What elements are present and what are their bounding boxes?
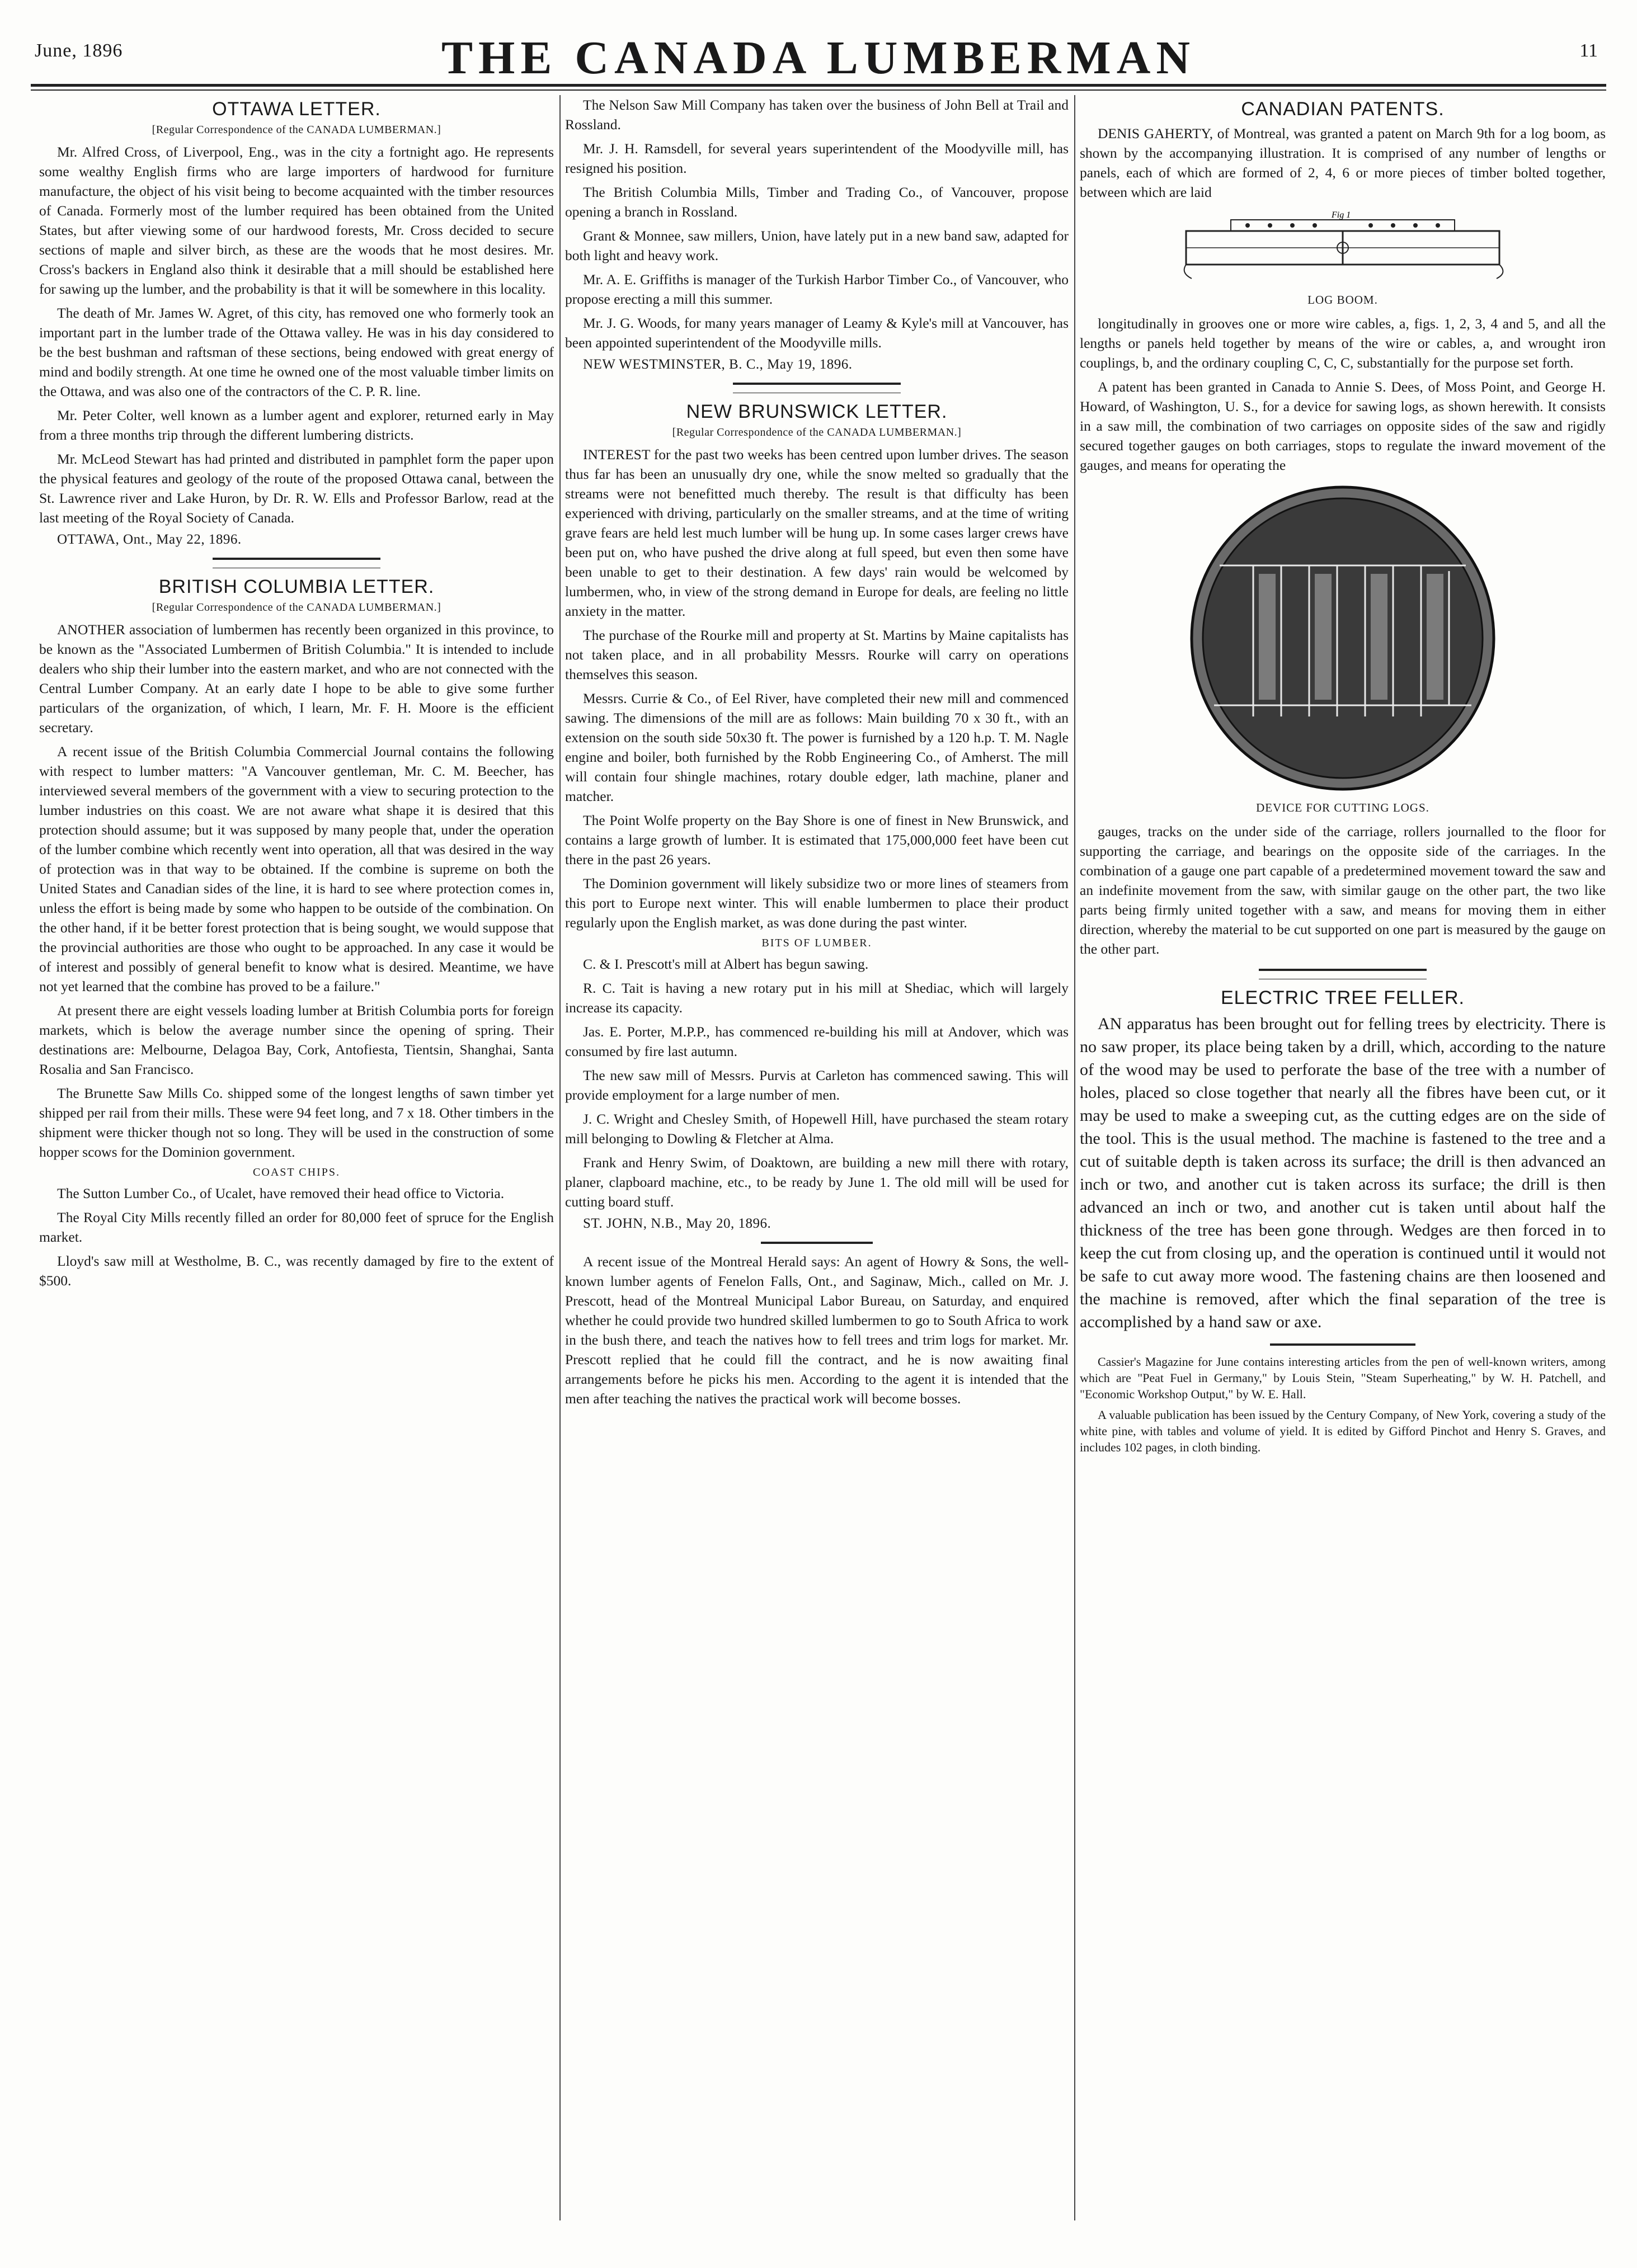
bits-item: Jas. E. Porter, M.P.P., has commenced re-building his mill at Andover, which was consumed by fire last autumn.	[565, 1024, 1069, 1059]
nb-paragraph: The Point Wolfe property on the Bay Shore is one of finest in New Brunswick, and contains a large growth of lumber. It is estimated that 175,000,000 feet have been cut there in the past 26 years.	[565, 812, 1069, 867]
page-number: 11	[1579, 40, 1598, 61]
bits-item: Frank and Henry Swim, of Doaktown, are building a new mill there with rotary, planer, clapboard machine, etc., to be ready by June 1. The old mill will be used for cutting board stuff.	[565, 1154, 1069, 1210]
coast-chips-heading: COAST CHIPS.	[253, 1166, 340, 1178]
coast-chip-item: The Sutton Lumber Co., of Ucalet, have removed their head office to Victoria.	[57, 1185, 505, 1201]
patents-paragraph: A patent has been granted in Canada to Annie S. Dees, of Moss Point, and George H. Howard, of Washington, U. S., for a device for sawing logs, as shown herewith. It consists in a saw mill, the combination of two carriages on opposite sides of the saw and rigidly secured together gauges on both carriages, stops to regulate the inward movement of the gauges, and means for operating the	[1080, 379, 1606, 473]
log-cutting-illustration	[1175, 482, 1511, 795]
log-boom-caption: LOG BOOM.	[1307, 293, 1378, 307]
log-boom-illustration	[1175, 209, 1511, 287]
column-divider	[559, 95, 561, 2220]
bits-of-lumber-heading: BITS OF LUMBER.	[761, 937, 872, 949]
column-middle	[565, 95, 1069, 2254]
ottawa-letter-heading: OTTAWA LETTER.	[212, 98, 381, 120]
coast-chip-item: Mr. J. G. Woods, for many years manager of Leamy & Kyle's mill at Vancouver, has been appointed superintendent of the Moodyville mills.	[565, 315, 1069, 351]
nb-subheading: [Regular Correspondence of the CANADA LUMBERMAN.]	[672, 426, 962, 438]
bits-item: R. C. Tait is having a new rotary put in his mill at Shediac, which will largely increase its capacity.	[565, 980, 1069, 1016]
section-separator	[733, 383, 901, 385]
bc-dateline: NEW WESTMINSTER, B. C., May 19, 1896.	[583, 357, 853, 372]
nb-paragraph: The Dominion government will likely subsidize two or more lines of steamers from this port to Europe next winter. This will enable lumbermen to place their product regularly upon the English market, as was done during the past winter.	[565, 875, 1069, 931]
bits-item: J. C. Wright and Chesley Smith, of Hopewell Hill, have purchased the steam rotary mill belonging to Dowling & Fletcher at Alma.	[565, 1111, 1069, 1147]
nb-letter-heading: NEW BRUNSWICK LETTER.	[686, 401, 948, 422]
patents-heading: CANADIAN PATENTS.	[1241, 98, 1445, 120]
coast-chip-item: The Nelson Saw Mill Company has taken over the business of John Bell at Trail and Rossland.	[565, 97, 1069, 133]
coast-chip-item: The British Columbia Mills, Timber and Trading Co., of Vancouver, propose opening a branch in Rossland.	[565, 184, 1069, 220]
patents-paragraph: DENIS GAHERTY, of Montreal, was granted a patent on March 9th for a log boom, as shown by the accompanying illustration. It is comprised of any number of lengths or panels, each of which are formed of 2, 4, 6 or more pieces of timber bolted together, between which are laid	[1080, 125, 1606, 200]
issue-date: June, 1896	[35, 40, 123, 61]
bits-item: The new saw mill of Messrs. Purvis at Carleton has commenced sawing. This will provide employment for a large number of men.	[565, 1067, 1069, 1103]
tree-feller-heading: ELECTRIC TREE FELLER.	[1220, 987, 1465, 1008]
log-cutting-caption: DEVICE FOR CUTTING LOGS.	[1256, 801, 1429, 814]
bc-subheading: [Regular Correspondence of the CANADA LUMBERMAN.]	[152, 601, 441, 614]
bc-paragraph: The Brunette Saw Mills Co. shipped some of the longest lengths of sawn timber yet shipped per rail from their mills. These were 94 feet long, and 7 x 18. Other timbers in the shipment were thicker though not so long. They will be used in the construction of some hopper scows for the Dominion government.	[39, 1085, 554, 1160]
ottawa-paragraph: Mr. Peter Colter, well known as a lumber agent and explorer, returned early in May from a three months trip through the different lumbering districts.	[39, 407, 554, 443]
notice-paragraph: A valuable publication has been issued by the Century Company, of New York, covering a study of the white pine, with tables and volume of yield. It is edited by Gifford Pinchot and Henry S. Graves, and includes 102 pages, in cloth binding.	[1080, 1408, 1606, 1454]
tree-feller-paragraph: AN apparatus has been brought out for felling trees by electricity. There is no saw proper, its place being taken by a drill, which, according to the nature of the wood may be used to perforate the base of the tree with a number of holes, placed so close together that nearly all the fibres have been cut, or it may be used to make a sweeping cut, as the cutting edges are on the side of the tool. This is the usual method. The machine is fastened to the tree and a cut of suitable depth is taken across its surface; the drill is then advanced an inch or two, and another cut is taken across its surface; the drill is then advanced an inch or two, and another cut is taken until about half the thickness of the tree has been gone through. Wedges are then forced in to keep the cut from closing up, and the operation is continued until it would not be safe to cut away more wood. The fastening chains are then loosened and the machine is removed, after which the final separation of the tree is accomplished by a hand saw or axe.	[1080, 1015, 1606, 1331]
log-boom-figure	[1080, 209, 1606, 307]
bc-paragraph: A recent issue of the British Columbia Commercial Journal contains the following with respect to lumber matters: "A Vancouver gentleman, Mr. C. M. Beecher, has interviewed several members of the government with a view to securing protection to the lumber industries on this coast. We are not aware what shape it is desired that this protection should assume; but it was supposed by many people that, under the operation of the lumber combine which recently went into operation, all that was desired in the way of protection was in that way to be obtained. If the combine is supreme on both the United States and Canadian sides of the line, it is hard to see where protection comes in, unless the effort is being made by some who happen to be outside of the combination. On the other hand, if it be better forest protection that is being sought, we would suppose that the provincial authorities are those who ought to be approached. In any case it would be of interest and possibly of general benefit to know what is desired. Meantime, we have not yet learned that the combine has proved to be a failure."	[39, 743, 554, 994]
masthead	[0, 0, 1637, 95]
masthead-rule	[31, 84, 1606, 87]
coast-chip-item: The Royal City Mills recently filled an order for 80,000 feet of spruce for the English market.	[39, 1209, 554, 1245]
coast-chip-item: Lloyd's saw mill at Westholme, B. C., was recently damaged by fire to the extent of $500.	[39, 1253, 554, 1289]
notice-paragraph: Cassier's Magazine for June contains interesting articles from the pen of well-known writers, among which are "Peat Fuel in Germany," by Louis Stein, "Steam Superheating," by W. H. Patchell, and "Economic Workshop Output," by W. E. Hall.	[1080, 1355, 1606, 1401]
patents-paragraph: gauges, tracks on the under side of the carriage, rollers journalled to the floor for supporting the carriage, and bearings on the opposite side of the carriages. In the combination of a gauge one part capable of a predetermined movement toward the saw and an indefinite movement from the saw, with similar gauge on the other part, the two like parts being firmly united together with a saw, and means for moving them in either direction, whereby the material to be cut supported on one part is measured by the gauge on the other part.	[1080, 823, 1606, 957]
coast-chip-item: Grant & Monnee, saw millers, Union, have lately put in a new band saw, adapted for both light and heavy work.	[565, 228, 1069, 263]
herald-item: A recent issue of the Montreal Herald says: An agent of Howry & Sons, the well-known lumber agents of Fenelon Falls, Ont., and Saginaw, Mich., called on Mr. J. Prescott, head of the Montreal Municipal Labor Bureau, on Saturday, and enquired whether he could provide two hundred skilled lumbermen to go to South Africa to work in the bush there, and teach the natives how to fell trees and trim logs for market. Mr. Prescott replied that he could fill the contract, and he is now awaiting final arrangements before he picks his men. According to the agent it is intended that the men after teaching the natives the practical work will become bosses.	[565, 1253, 1069, 1407]
fig-label: Fig 1	[1332, 210, 1351, 220]
bc-paragraph: ANOTHER association of lumbermen has recently been organized in this province, to be known as the "Associated Lumbermen of British Columbia." It is intended to include dealers who ship their lumber into the eastern market, and who are not connected with the Central Lumber Company. At an early date I hope to be able to give some further particulars of the organization, of which, I learn, Mr. F. H. Moore is the efficient secretary.	[39, 621, 554, 735]
ottawa-subheading: [Regular Correspondence of the CANADA LUMBERMAN.]	[152, 124, 441, 136]
nb-dateline: ST. JOHN, N.B., May 20, 1896.	[583, 1216, 772, 1231]
ottawa-paragraph: The death of Mr. James W. Agret, of this city, has removed one who formerly took an important part in the lumber trade of the Ottawa valley. He was in his day considered to be the best bushman and raftsman of these sections, being endowed with great energy of mind and bodily strength. At one time he owned one of the most valuable timber limits on the Ottawa, and was also one of the contractors of the C. P. R. line.	[39, 305, 554, 399]
bc-letter-heading: BRITISH COLUMBIA LETTER.	[158, 576, 435, 597]
ottawa-paragraph: Mr. Alfred Cross, of Liverpool, Eng., was in the city a fortnight ago. He represents some wealthy English firms who are large importers of hardwood for furniture manufacture, the object of his visit being to become acquainted with the timber resources of Canada. Formerly most of the lumber required has been obtained from the United States, but after viewing some of our hardwood forests, Mr. Cross decided to secure sections of maple and silver birch, as these are the woods that he most desires. Mr. Cross's backers in England also think it desirable that a mill should be established here for sawing up the lumber, and the probability is that it will be somewhere in this locality.	[39, 144, 554, 297]
ottawa-paragraph: Mr. McLeod Stewart has had printed and distributed in pamphlet form the paper upon the physical features and geology of the route of the proposed Ottawa canal, between the St. Lawrence river and Lake Huron, by Dr. R. W. Ells and Professor Barlow, read at the last meeting of the Royal Society of Canada.	[39, 451, 554, 526]
patents-paragraph: longitudinally in grooves one or more wire cables, a, figs. 1, 2, 3, 4 and 5, and all the lengths or panels held together by means of the wire or cables, a, and wrought iron couplings, b, and the ordinary coupling C, C, C, substantially for the purpose set forth.	[1080, 315, 1606, 371]
section-separator	[1259, 969, 1427, 971]
nb-paragraph: The purchase of the Rourke mill and property at St. Martins by Maine capitalists has not taken place, and in all probability Messrs. Rourke will carry on operations themselves this season.	[565, 627, 1069, 682]
column-left	[39, 95, 554, 2254]
ottawa-dateline: OTTAWA, Ont., May 22, 1896.	[57, 532, 242, 547]
log-cutting-figure	[1080, 482, 1606, 815]
coast-chip-item: Mr. A. E. Griffiths is manager of the Turkish Harbor Timber Co., of Vancouver, who propose erecting a mill this summer.	[565, 271, 1069, 307]
bits-item: C. & I. Prescott's mill at Albert has begun sawing.	[583, 956, 869, 972]
coast-chip-item: Mr. J. H. Ramsdell, for several years superintendent of the Moodyville mill, has resigned his position.	[565, 140, 1069, 176]
masthead-rule-thin	[31, 89, 1606, 91]
column-right	[1080, 95, 1606, 2254]
section-separator	[1270, 1343, 1415, 1346]
section-separator	[761, 1242, 873, 1244]
bc-paragraph: At present there are eight vessels loading lumber at British Columbia ports for foreign markets, which is below the average number since the opening of spring. Their destinations are: Melbourne, Delagoa Bay, Cork, Antofiesta, Tientsin, Shanghai, Santa Rosalia and San Francisco.	[39, 1002, 554, 1077]
section-separator	[213, 558, 380, 560]
nb-paragraph: Messrs. Currie & Co., of Eel River, have completed their new mill and commenced sawing. The dimensions of the mill are as follows: Main building 70 x 30 ft., with an extension on the south side 50x30 ft. The power is furnished by a 120 h.p. T. M. Nagle engine and boiler, both furnished by the Robb Engineering Co., of Amherst. The mill will contain four shingle machines, rotary double edger, lath machine, planer and matcher.	[565, 690, 1069, 804]
column-divider	[1074, 95, 1075, 2220]
nb-paragraph: INTEREST for the past two weeks has been centred upon lumber drives. The season thus far has been an unusually dry one, while the snow melted so gradually that the streams were not benefitted much thereby. The result is that difficulty has been experienced with driving, particularly on the smaller streams, and at the time of writing grave fears are held lest much lumber will be hung up. In some cases larger crews have been put on, who have pushed the drive along at full speed, but even then some have been unable to get to their destination. A few days' rain would be welcomed by lumbermen, who, in view of the strong demand in Europe for deals, are feeling no little anxiety in the matter.	[565, 446, 1069, 619]
newspaper-title: THE CANADA LUMBERMAN	[441, 32, 1196, 84]
